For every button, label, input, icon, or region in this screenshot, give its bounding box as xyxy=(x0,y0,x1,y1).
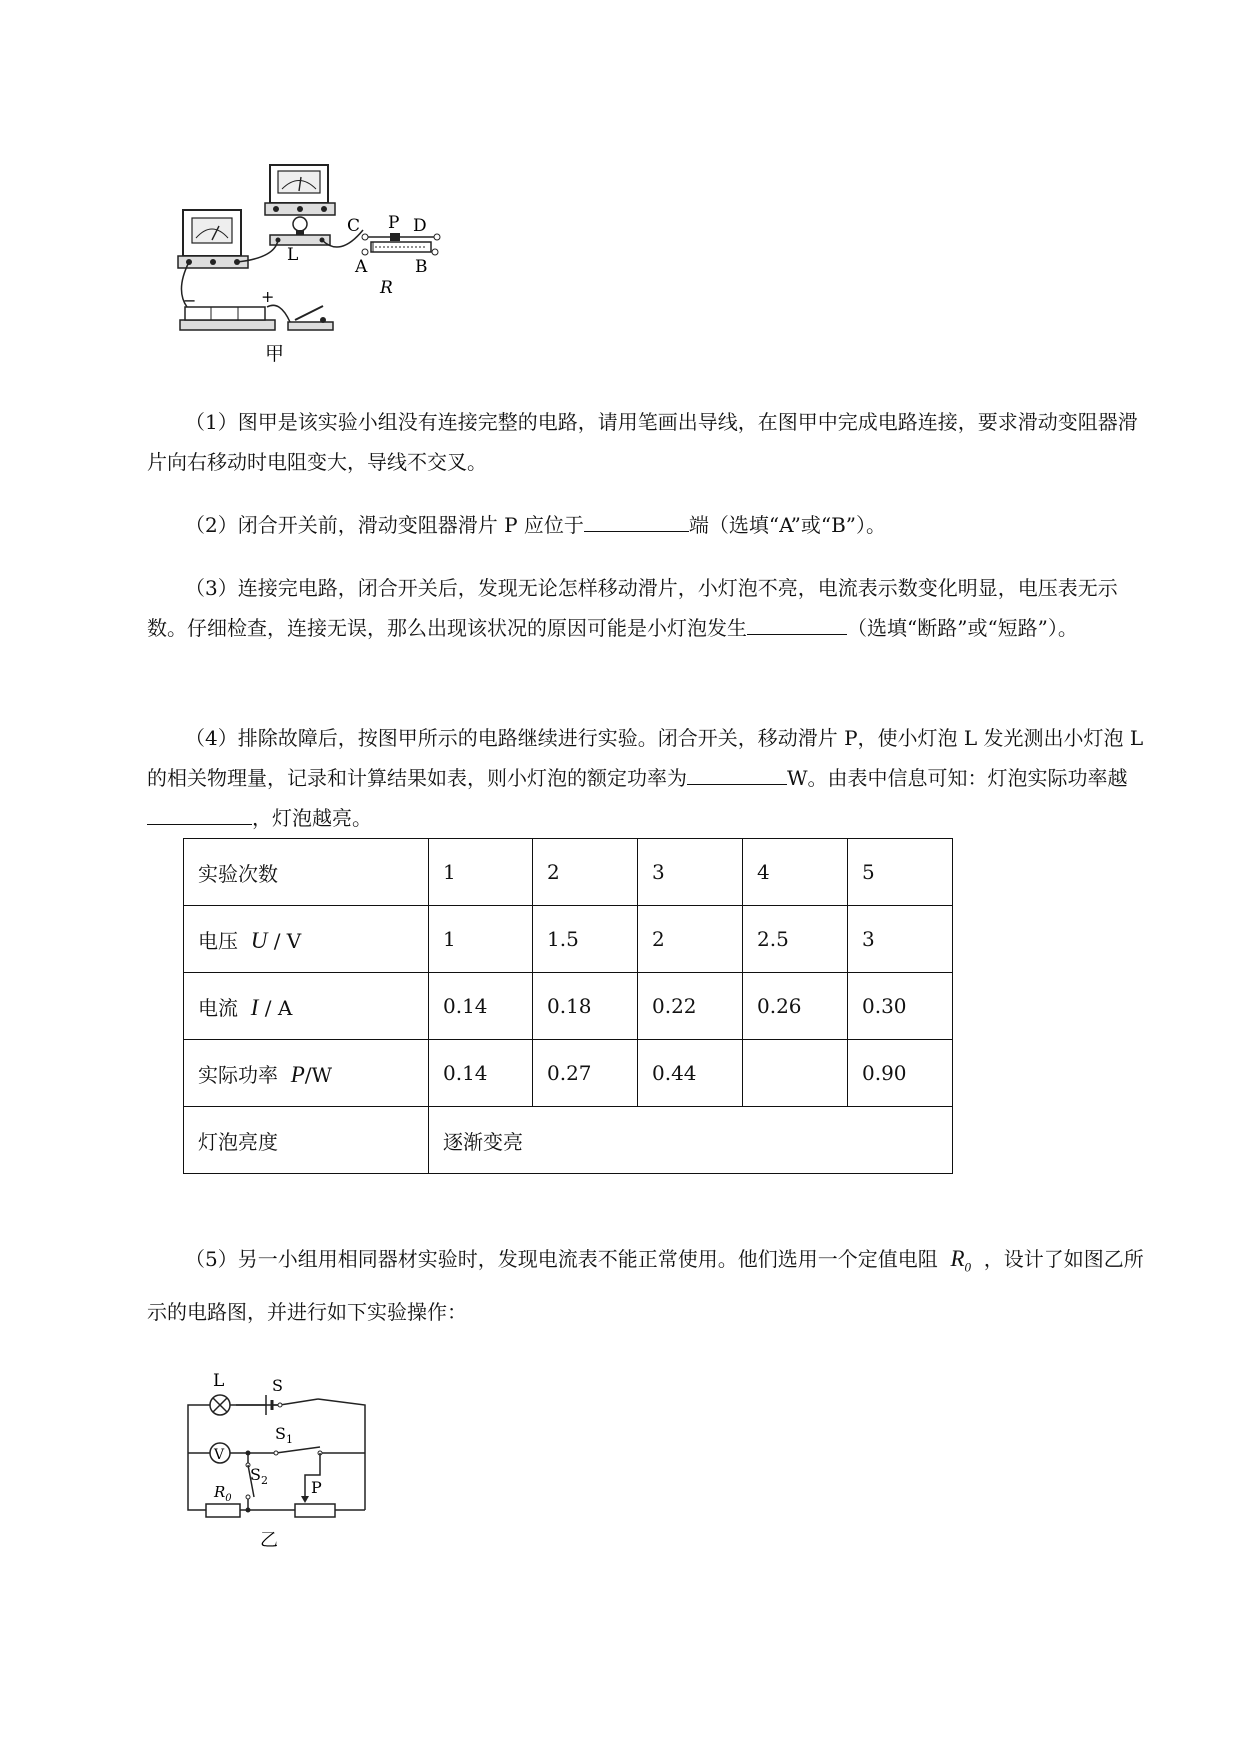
voltage-cell: 1 xyxy=(429,906,533,973)
row-label-current: 电流 I / A xyxy=(184,973,429,1040)
answer-blank-q2[interactable] xyxy=(584,505,689,532)
resistor-r0-icon xyxy=(206,1504,240,1517)
label-V: V xyxy=(214,1447,225,1463)
table-row-trials xyxy=(184,839,953,906)
current-cell: 0.18 xyxy=(533,973,638,1040)
trial-cell: 1 xyxy=(429,839,533,906)
lamp-icon xyxy=(210,1395,230,1415)
current-cell: 0.22 xyxy=(638,973,743,1040)
label-R0: $R_0$ xyxy=(214,1483,232,1504)
voltage-cell: 3 xyxy=(848,906,953,973)
question-2-text-after: 端（选填“A”或“B”）。 xyxy=(688,513,887,537)
trial-cell: 3 xyxy=(638,839,743,906)
trial-cell: 4 xyxy=(743,839,848,906)
label-S2: $S_2$ xyxy=(250,1465,268,1487)
question-3 xyxy=(147,568,1157,648)
table-row-voltage xyxy=(184,906,953,973)
current-cell: 0.14 xyxy=(429,973,533,1040)
question-2 xyxy=(147,505,1157,545)
question-5-text-before: （5）另一小组用相同器材实验时，发现电流表不能正常使用。他们选用一个定值电阻 xyxy=(185,1247,938,1271)
question-4-text-middle: W。由表中信息可知：灯泡实际功率越 xyxy=(787,766,1128,790)
label-S1: $S_1$ xyxy=(275,1424,293,1446)
question-5-text-after: ，设计了如图乙所示的电路图，并进行如下实验操作： xyxy=(147,1247,1144,1324)
figure-yi-caption: 乙 xyxy=(260,1530,278,1551)
switch-icon xyxy=(288,306,333,330)
battery-icon xyxy=(180,307,275,330)
row-label-voltage: 电压 U / V xyxy=(184,906,429,973)
lamp-icon xyxy=(270,217,330,245)
row-label-trials: 实验次数 xyxy=(184,839,429,906)
label-L: L xyxy=(287,245,299,265)
table-row-current xyxy=(184,973,953,1040)
rheostat-icon xyxy=(295,1504,335,1517)
rheostat-icon xyxy=(362,233,440,255)
data-table xyxy=(183,838,953,1174)
voltage-cell: 2.5 xyxy=(743,906,848,973)
question-1-text: （1）图甲是该实验小组没有连接完整的电路，请用笔画出导线，在图甲中完成电路连接，要求滑动变阻器滑片向右移动时电阻变大，导线不交叉。 xyxy=(147,410,1138,474)
figure-yi-circuit xyxy=(180,1365,380,1555)
question-4 xyxy=(147,718,1157,838)
label-P: P xyxy=(311,1478,322,1497)
voltage-cell: 1.5 xyxy=(533,906,638,973)
row-label-brightness: 灯泡亮度 xyxy=(184,1107,429,1174)
label-plus: + xyxy=(261,287,275,306)
question-2-text-before: （2）闭合开关前，滑动变阻器滑片 P 应位于 xyxy=(185,513,584,537)
row-label-power: 实际功率 P/W xyxy=(184,1040,429,1107)
label-B: B xyxy=(415,257,428,277)
label-A: A xyxy=(355,257,368,277)
table-row-power xyxy=(184,1040,953,1107)
question-3-text-before: （3）连接完电路，闭合开关后，发现无论怎样移动滑片，小灯泡不亮，电流表示数变化明显，电压表无示数。仔细检查，连接无误，那么出现该状况的原因可能是小灯泡发生 xyxy=(147,576,1118,640)
power-cell: 0.14 xyxy=(429,1040,533,1107)
power-cell: 0.27 xyxy=(533,1040,638,1107)
label-P: P xyxy=(388,213,400,233)
question-4-text-after: ，灯泡越亮。 xyxy=(252,806,372,830)
question-3-text-after: （选填“断路”或“短路”）。 xyxy=(847,616,1078,640)
trial-cell: 2 xyxy=(533,839,638,906)
figure-jia-circuit xyxy=(175,160,495,370)
label-C: C xyxy=(347,216,361,236)
label-L: L xyxy=(213,1371,225,1391)
power-cell: 0.44 xyxy=(638,1040,743,1107)
question-4-text-before: （4）排除故障后，按图甲所示的电路继续进行实验。闭合开关，移动滑片 P，使小灯泡 L 发光测出小灯泡 L 的相关物理量，记录和计算结果如表，则小灯泡的额定功率为 xyxy=(147,726,1144,790)
table-row-brightness xyxy=(184,1107,953,1174)
voltage-cell: 2 xyxy=(638,906,743,973)
power-cell-empty[interactable] xyxy=(743,1040,848,1107)
ammeter-icon xyxy=(178,210,248,268)
answer-blank-q3[interactable] xyxy=(747,608,847,635)
answer-blank-q4-trend[interactable] xyxy=(147,798,252,825)
answer-blank-q4-power[interactable] xyxy=(687,758,787,785)
label-minus: − xyxy=(183,291,197,310)
current-cell: 0.30 xyxy=(848,973,953,1040)
trial-cell: 5 xyxy=(848,839,953,906)
current-cell: 0.26 xyxy=(743,973,848,1040)
label-R: R xyxy=(380,278,393,298)
voltmeter-icon xyxy=(265,165,335,215)
question-5 xyxy=(147,1237,1157,1334)
symbol-R0: $R_0$ xyxy=(950,1246,972,1275)
label-S: S xyxy=(272,1376,283,1395)
brightness-cell: 逐渐变亮 xyxy=(429,1107,953,1174)
question-1 xyxy=(147,402,1157,482)
label-D: D xyxy=(413,216,427,236)
power-cell: 0.90 xyxy=(848,1040,953,1107)
figure-jia-caption: 甲 xyxy=(265,343,285,365)
